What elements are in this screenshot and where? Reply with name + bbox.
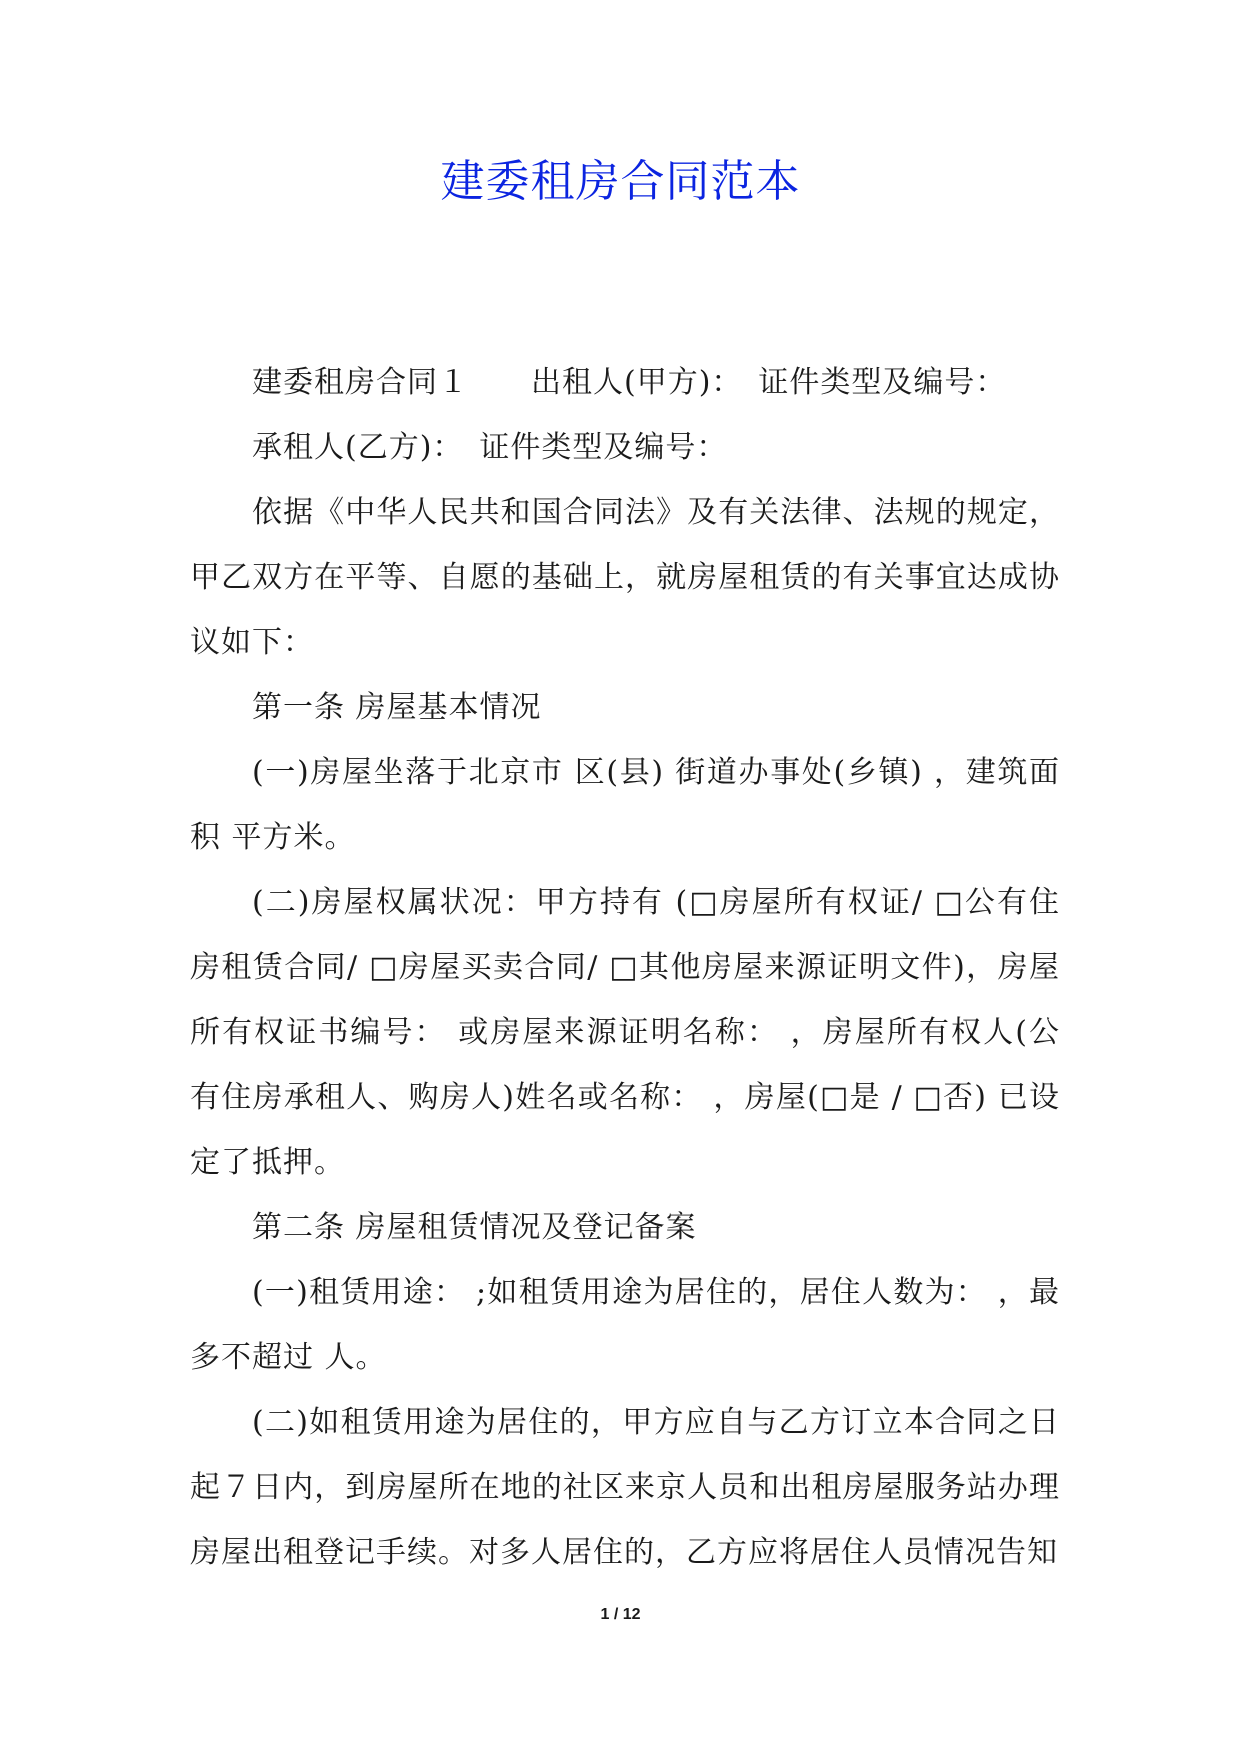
paragraph-parties-lessee: 承租人(乙方)： 证件类型及编号： xyxy=(252,430,728,465)
document-title: 建委租房合同范本 xyxy=(440,156,801,207)
article-1-clause-2: (二)房屋权属状况：甲方持有 (□房屋所有权证/ □公有住房租赁合同/ □房屋买卖合同/ □其他房屋来源证明文件)，房屋所有权证书编号： 或房屋来源证明名称： ，房屋所有权人(公有住房承租人、购房人)姓名或名称： ，房屋(□是 / □否) 已设定了抵押。 xyxy=(190,885,1060,1180)
article-2-clause-2: (二)如租赁用途为居住的，甲方应自与乙方订立本合同之日起７日内，到房屋所在地的社区来京人员和出租房屋服务站办理房屋出租登记手续。对多人居住的，乙方应将居住人员情况告知 xyxy=(190,1405,1060,1570)
page-number: 1 / 12 xyxy=(600,1606,641,1623)
article-2-clause-1: (一)租赁用途： ;如租赁用途为居住的，居住人数为： ，最多不超过 人。 xyxy=(190,1275,1060,1375)
paragraph-preamble: 依据《中华人民共和国合同法》及有关法律、法规的规定，甲乙双方在平等、自愿的基础上，就房屋租赁的有关事宜达成协议如下： xyxy=(190,495,1060,660)
article-1-clause-1: (一)房屋坐落于北京市 区(县) 街道办事处(乡镇) ，建筑面积 平方米。 xyxy=(190,755,1060,855)
paragraph-parties-lessor: 建委租房合同１ 出租人(甲方)： 证件类型及编号： xyxy=(252,365,1007,400)
document-body xyxy=(190,350,1060,1585)
article-2-heading: 第二条 房屋租赁情况及登记备案 xyxy=(252,1210,697,1245)
article-1-heading: 第一条 房屋基本情况 xyxy=(252,690,542,725)
